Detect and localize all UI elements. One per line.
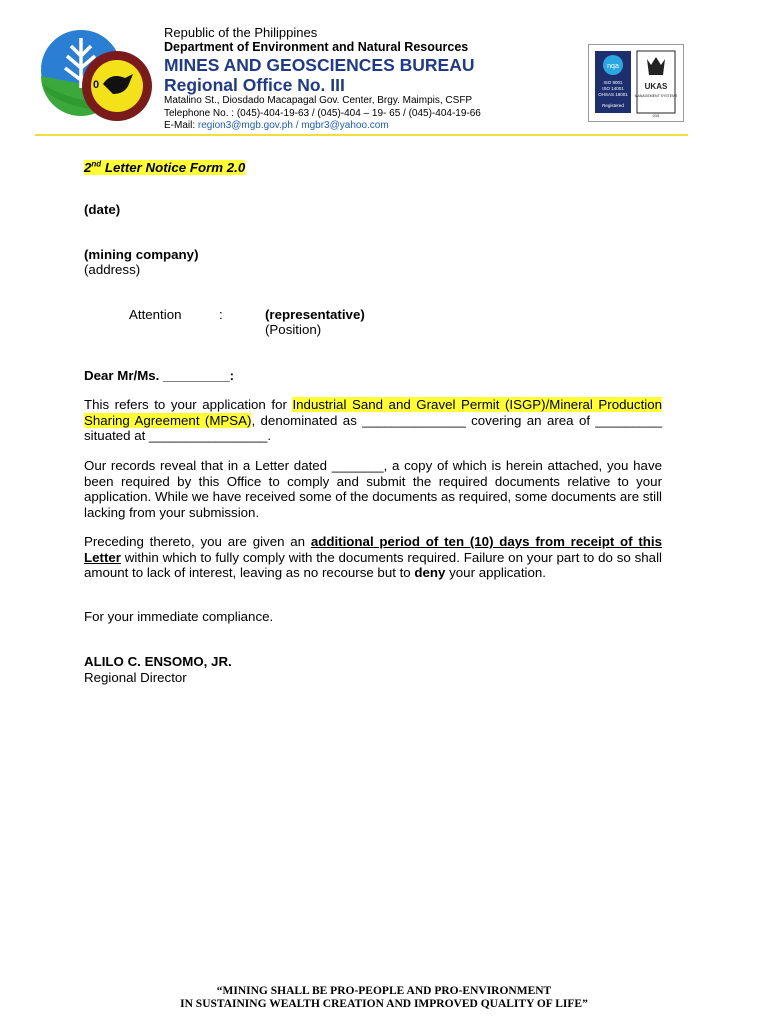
p3-intro: Preceding thereto, you are given an xyxy=(84,534,311,549)
mgmt-text: MANAGEMENT SYSTEMS xyxy=(634,94,678,98)
nqa-text: nqa xyxy=(607,63,619,70)
representative-placeholder: (representative) xyxy=(265,307,365,322)
iso9001-text: ISO 9001 xyxy=(603,80,623,85)
ukas-number: 015 xyxy=(652,113,660,118)
attention-colon: : xyxy=(219,307,223,322)
republic-line: Republic of the Philippines xyxy=(164,25,318,40)
iso14001-text: ISO 14001 xyxy=(602,86,624,91)
paragraph-records: Our records reveal that in a Letter dated _______, a copy of which is herein attached, you have been required by this Office to comply and submit the required documents relative to your application. While we have received some of the documents as required, some documents are still lacking from your submission. xyxy=(84,458,662,520)
ohsas-text: OHSAS 18001 xyxy=(598,92,628,97)
paragraph-application xyxy=(84,397,662,444)
denr-mgb-logo xyxy=(33,28,163,128)
ukas-text: UKAS xyxy=(644,82,668,91)
form-superscript: nd xyxy=(91,160,102,169)
signatory-title: Regional Director xyxy=(84,670,187,685)
form-title-text: Letter Notice Form 2.0 xyxy=(101,160,246,176)
p1-highlight: Industrial Sand and Gravel Permit (ISGP)/Mineral Production Sharing Agreement (MPSA) xyxy=(84,397,663,428)
bureau-name: MINES AND GEOSCIENCES BUREAU xyxy=(164,55,475,75)
company-placeholder: (mining company) xyxy=(84,247,199,262)
email-value[interactable]: region3@mgb.gov.ph / mgbr3@yahoo.com xyxy=(197,120,389,131)
salutation: Dear Mr/Ms. _________: xyxy=(84,368,235,383)
paragraph-additional-period xyxy=(84,534,662,581)
attention-label: Attention xyxy=(129,307,182,322)
letterhead xyxy=(164,25,584,133)
p3-deny: deny xyxy=(414,565,446,580)
signatory-name: ALILO C. ENSOMO, JR. xyxy=(84,654,232,669)
p1-intro: This refers to your application for xyxy=(84,397,293,412)
closing-line: For your immediate compliance. xyxy=(84,609,274,624)
department-line: Department of Environment and Natural Resources xyxy=(164,40,469,54)
email-label: E-Mail: xyxy=(164,120,198,131)
p3-end: your application. xyxy=(445,565,546,580)
form-title xyxy=(84,157,662,176)
certification-badges xyxy=(588,44,684,122)
footer-motto-line1: “MINING SHALL BE PRO-PEOPLE AND PRO-ENVIRONMENT xyxy=(216,985,552,997)
office-address: Matalino St., Diosdado Macapagal Gov. Center, Brgy. Maimpis, CSFP xyxy=(164,95,473,106)
registered-text: Registered xyxy=(602,103,624,108)
footer-motto-line2: IN SUSTAINING WEALTH CREATION AND IMPROVED QUALITY OF LIFE” xyxy=(180,998,588,1010)
date-placeholder: (date) xyxy=(84,202,121,217)
p3-mid: within which to fully comply with the documents required. Failure on your part to do so shall amount to lack of interest, leaving as no recourse but to xyxy=(84,549,662,580)
address-placeholder: (address) xyxy=(84,262,141,277)
p1-rest: , denominated as ______________ covering an area of _________ situated at ________________. xyxy=(84,412,662,443)
telephone-line: Telephone No. : (045)-404-19-63 / (045)-404 – 19- 65 / (045)-404-19-66 xyxy=(164,107,481,119)
form-number: 2 xyxy=(84,160,92,176)
email-line xyxy=(164,120,584,133)
position-placeholder: (Position) xyxy=(265,322,322,337)
p3-period: additional period of ten (10) days from receipt of this Letter xyxy=(84,534,662,565)
header-divider xyxy=(35,134,688,136)
regional-office: Regional Office No. III xyxy=(164,75,345,95)
svg-text:0: 0 xyxy=(93,79,100,91)
